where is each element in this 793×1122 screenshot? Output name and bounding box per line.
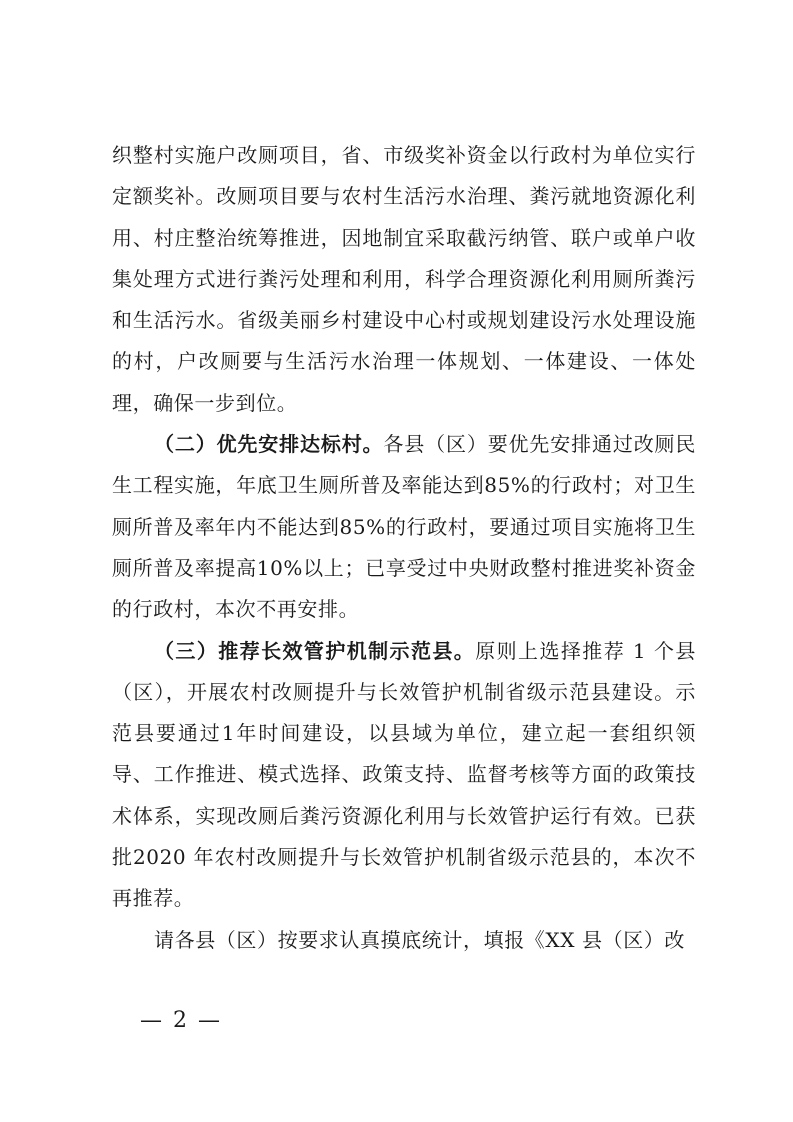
document-body — [112, 135, 696, 961]
paragraph-continuation — [112, 135, 696, 424]
paragraph-text: 各县（区）要优先安排通过改厕民生工程实施，年底卫生厕所普及率能达到85%的行政村；对卫生厕所普及率年内不能达到85%的行政村，要通过项目实施将卫生厕所普及率提高10%以上；已享受过中央财政整村推进奖补资金的行政村，本次不再安排。 — [112, 432, 697, 622]
paragraph-text: 请各县（区）按要求认真摸底统计，填报《XX 县（区）改 — [154, 927, 686, 952]
paragraph-text: 原则上选择推荐 1 个县（区），开展农村改厕提升与长效管护机制省级示范县建设。示范县要通过1年时间建设，以县域为单位，建立起一套组织领导、工作推进、模式选择、政策支持、监督考核等方面的政策技术体系，实现改厕后粪污资源化利用与长效管护运行有效。已获批2020 年农村改厕提升与长效管护机制省级示范县的，本次不再推荐。 — [112, 638, 697, 911]
paragraph-instructions — [112, 920, 696, 961]
paragraph-text: 织整村实施户改厕项目，省、市级奖补资金以行政村为单位实行定额奖补。改厕项目要与农村生活污水治理、粪污就地资源化利用、村庄整治统筹推进，因地制宜采取截污纳管、联户或单户收集处理方式进行粪污处理和利用，科学合理资源化利用厕所粪污和生活污水。省级美丽乡村建设中心村或规划建设污水处理设施的村，户改厕要与生活污水治理一体规划、一体建设、一体处理，确保一步到位。 — [112, 143, 696, 415]
paragraph-priority-villages — [112, 424, 696, 630]
page-number: — 2 — — [140, 1008, 222, 1033]
section-heading-three: （三）推荐长效管护机制示范县。 — [154, 638, 476, 663]
section-heading-two: （二）优先安排达标村。 — [154, 432, 384, 457]
paragraph-demo-county — [112, 631, 696, 920]
